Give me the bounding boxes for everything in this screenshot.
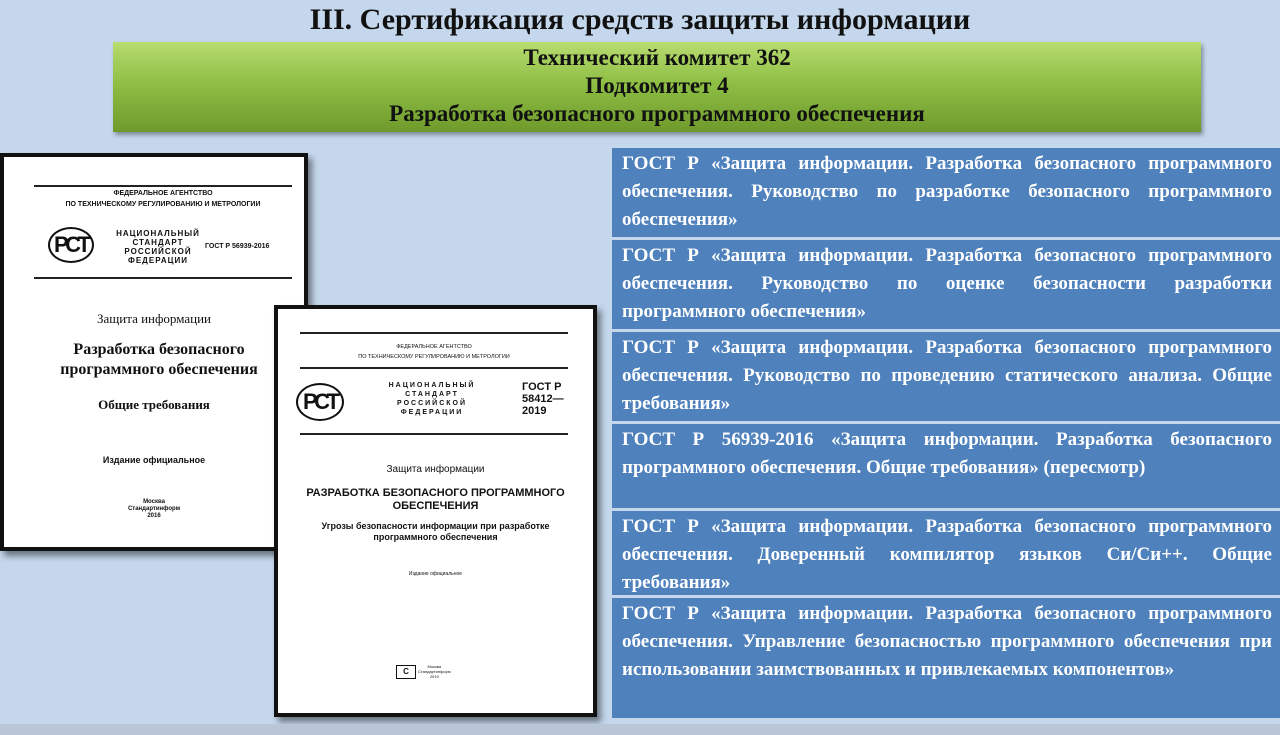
natstd-line: НАЦИОНАЛЬНЫЙ [116, 229, 200, 238]
cover-edition: Издание официальное [102, 455, 206, 465]
natstd-line: РОССИЙСКОЙ [397, 400, 467, 407]
gost-number: ГОСТ Р 56939-2016 [205, 243, 270, 250]
list-item: ГОСТ Р «Защита информации. Разработка безопасного программного обеспечения. Руководство по проведению статического анализа. Общие требования» [612, 332, 1280, 421]
natstd-line: ФЕДЕРАЦИИ [400, 409, 464, 416]
list-item: ГОСТ Р «Защита информации. Разработка безопасного программного обеспечения. Руководство по оценке безопасности разработки программного обеспечения» [612, 240, 1280, 329]
cover-subtitle: Общие требования [98, 397, 210, 412]
rst-logo-icon: РСТ [48, 227, 94, 263]
list-item: ГОСТ Р «Защита информации. Разработка безопасного программного обеспечения. Доверенный компилятор языков Си/Си++. Общие требования» [612, 511, 1280, 595]
bottom-strip [0, 724, 1280, 735]
natstd-line: СТАНДАРТ [405, 391, 459, 398]
list-item: ГОСТ Р «Защита информации. Разработка безопасного программного обеспечения. Управление безопасностью программного обеспечения при использовании заимствованных и привлекаемых компонентов» [612, 598, 1280, 718]
banner-committee: Технический комитет 362 [523, 45, 791, 70]
cover-publisher: Стандартинформ [127, 506, 181, 512]
natstd-line: ФЕДЕРАЦИИ [128, 256, 188, 265]
cover-subject: Защита информации [96, 311, 212, 326]
cover-city: Москва [143, 499, 165, 505]
rst-logo-icon: РСТ [296, 383, 344, 421]
banner-subcommittee: Подкомитет 4 [585, 73, 729, 98]
page-title: III. Сертификация средств защиты информации [309, 3, 971, 36]
cover-subtitle-line: программного обеспечения [373, 532, 498, 542]
committee-banner [113, 42, 1201, 132]
cover-city: Москва [427, 664, 442, 669]
gost-standards-list [612, 148, 1280, 718]
cover-title-line: Разработка безопасного [73, 341, 245, 358]
cover-rule [300, 367, 568, 369]
cover-subject: Защита информации [386, 464, 485, 475]
cover-title-line: ОБЕСПЕЧЕНИЯ [392, 500, 479, 512]
cover-rule [300, 332, 568, 334]
cover-edition: Издание официальное [408, 571, 463, 577]
cover-publisher: Стандартинформ [418, 669, 451, 674]
list-item: ГОСТ Р 56939-2016 «Защита информации. Разработка безопасного программного обеспечения. Общие требования» (пересмотр) [612, 424, 1280, 508]
cover-title-line: РАЗРАБОТКА БЕЗОПАСНОГО ПРОГРАММНОГО [306, 487, 565, 499]
agency-line: ФЕДЕРАЛЬНОЕ АГЕНТСТВО [396, 344, 472, 350]
gost-number-line: 58412— [522, 393, 564, 405]
agency-line: ПО ТЕХНИЧЕСКОМУ РЕГУЛИРОВАНИЮ И МЕТРОЛОГИИ [65, 201, 261, 208]
cover-rule [34, 277, 292, 279]
agency-line: ПО ТЕХНИЧЕСКОМУ РЕГУЛИРОВАНИЮ И МЕТРОЛОГИИ [358, 354, 510, 360]
banner-topic: Разработка безопасного программного обеспечения [389, 101, 925, 126]
rst-small-logo-icon: С [396, 665, 416, 679]
natstd-line: НАЦИОНАЛЬНЫЙ [388, 382, 476, 389]
cover-year: 2019 [429, 674, 439, 679]
cover-subtitle-line: Угрозы безопасности информации при разработке [321, 521, 550, 531]
natstd-line: СТАНДАРТ [132, 238, 184, 247]
gost-number-line: 2019 [522, 405, 547, 417]
gost-number-line: ГОСТ Р [522, 381, 562, 393]
list-item: ГОСТ Р «Защита информации. Разработка безопасного программного обеспечения. Руководство по разработке безопасного программного обеспечения» [612, 148, 1280, 237]
gost-58412-cover [274, 305, 597, 717]
natstd-line: РОССИЙСКОЙ [124, 247, 192, 256]
cover-rule [34, 185, 292, 187]
cover-title-line: программного обеспечения [60, 361, 258, 378]
cover-rule [300, 433, 568, 435]
agency-line: ФЕДЕРАЛЬНОЕ АГЕНТСТВО [113, 190, 213, 197]
gost-56939-cover [0, 153, 308, 551]
cover-year: 2016 [147, 513, 161, 519]
